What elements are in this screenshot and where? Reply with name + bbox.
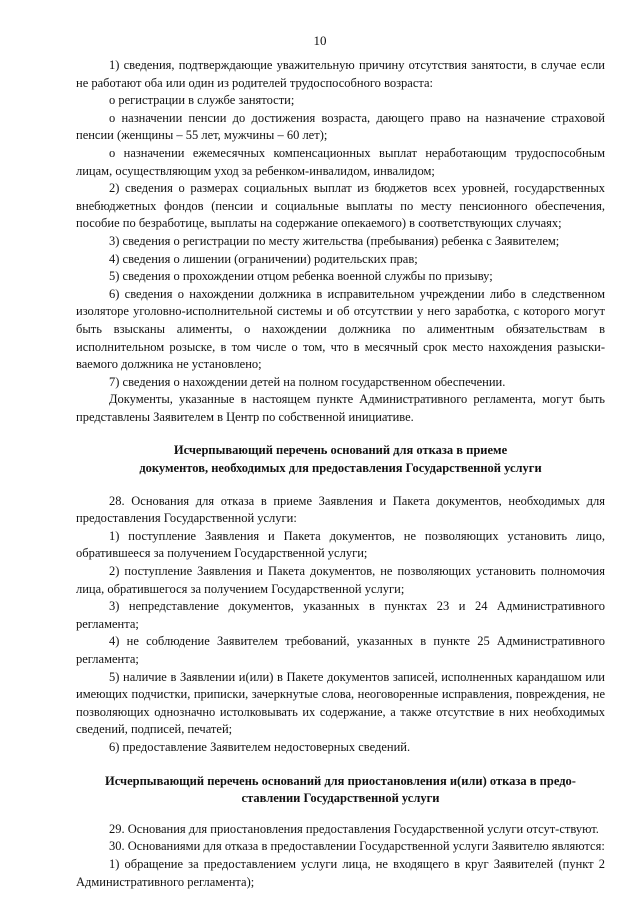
paragraph: Документы, указанные в настоящем пункте Административного регламента, могут быть представлены Заявителем в Центр по собственной инициативе. — [76, 392, 605, 424]
heading-line: Исчерпывающий перечень оснований для приостановления и(или) отказа в предо- — [105, 773, 576, 788]
paragraph: 2) сведения о размерах социальных выплат из бюджетов всех уровней, государственных внебюджетных фондов (пенсии и социальные выплаты по месту пенсионного обеспечения, пособие по безработице, выплаты на содержание опекаемого) в соответствующих случаях; — [76, 181, 605, 231]
paragraph: 7) сведения о нахождении детей на полном государственном обеспечении. — [109, 374, 506, 389]
paragraph: 2) поступление Заявления и Пакета документов, не позволяющих установить полномочия лица, обратившегося за получением Государственной услуги; — [76, 564, 605, 596]
paragraph: 1) обращение за предоставлением услуги лица, не входящего в круг Заявителей (пункт 2 Административного регламента); — [76, 856, 605, 889]
refusal-grounds-list — [76, 493, 605, 757]
heading-line: документов, необходимых для предоставления Государственной услуги — [139, 461, 542, 476]
heading-line: ставлении Государственной услуги — [241, 791, 440, 806]
paragraph: о назначении пенсии до достижения возраста, дающего право на назначение страховой пенсии (женщины – 55 лет, мужчины – 60 лет); — [76, 110, 605, 143]
paragraph: 4) не соблюдение Заявителем требований, указанных в пункте 25 Административного регламента; — [76, 634, 605, 666]
suspension-grounds-list — [76, 821, 605, 891]
paragraph: 3) сведения о регистрации по месту жительства (пребывания) ребенка с Заявителем; — [109, 233, 560, 248]
paragraph: 6) сведения о нахождении должника в исправительном учреждении либо в следственном изоляторе уголовно-исполнительной системы и об отсутствии у него заработка, с которого могут быть взысканы алименты, о нахождении должника по алиментным обязательствам в исполнительном розыске, в том числе о том, что в месячный срок место нахождения разыски-ваемого должника не установлено; — [76, 286, 605, 372]
paragraph: 3) непредставление документов, указанных в пунктах 23 и 24 Административного регламента; — [76, 599, 605, 631]
heading-line: Исчерпывающий перечень оснований для отказа в приеме — [173, 443, 508, 458]
section-heading-suspension — [76, 773, 605, 808]
paragraph: 5) наличие в Заявлении и(или) в Пакете документов записей, исполненных карандашом или имеющих подчистки, приписки, зачеркнутые слова, неоговоренные исправления, повреждения, не позволяющих однозначно истолковывать их содержание, а также отсутствие в них необходимых сведений, подписей, печатей; — [76, 669, 605, 737]
paragraph: 28. Основания для отказа в приеме Заявления и Пакета документов, необходимых для предоставления Государственной услуги: — [76, 493, 605, 526]
section-heading-refusal-acceptance — [76, 442, 605, 477]
required-documents-list — [76, 57, 605, 426]
paragraph: о назначении ежемесячных компенсационных выплат неработающим трудоспособным лицам, осуществляющим уход за ребенком-инвалидом, инвалидом; — [76, 145, 605, 178]
document-body — [76, 57, 605, 891]
paragraph: 29. Основания для приостановления предоставления Государственной услуги отсут-ствуют. — [109, 821, 599, 836]
paragraph: 30. Основаниями для отказа в предоставлении Государственной услуги Заявителю являются: — [109, 839, 605, 854]
page-number: 10 — [313, 33, 327, 48]
paragraph: о регистрации в службе занятости; — [109, 93, 295, 108]
paragraph: 4) сведения о лишении (ограничении) родительских прав; — [109, 251, 418, 266]
paragraph: 6) предоставление Заявителем недостоверных сведений. — [109, 739, 411, 754]
paragraph: 5) сведения о прохождении отцом ребенка военной службы по призыву; — [109, 269, 493, 284]
paragraph: 1) поступление Заявления и Пакета документов, не позволяющих установить лицо, обратившееся за получением Государственной услуги; — [76, 528, 605, 561]
paragraph: 1) сведения, подтверждающие уважительную причину отсутствия занятости, в случае если не работают оба или один из родителей трудоспособного возраста: — [76, 58, 605, 90]
